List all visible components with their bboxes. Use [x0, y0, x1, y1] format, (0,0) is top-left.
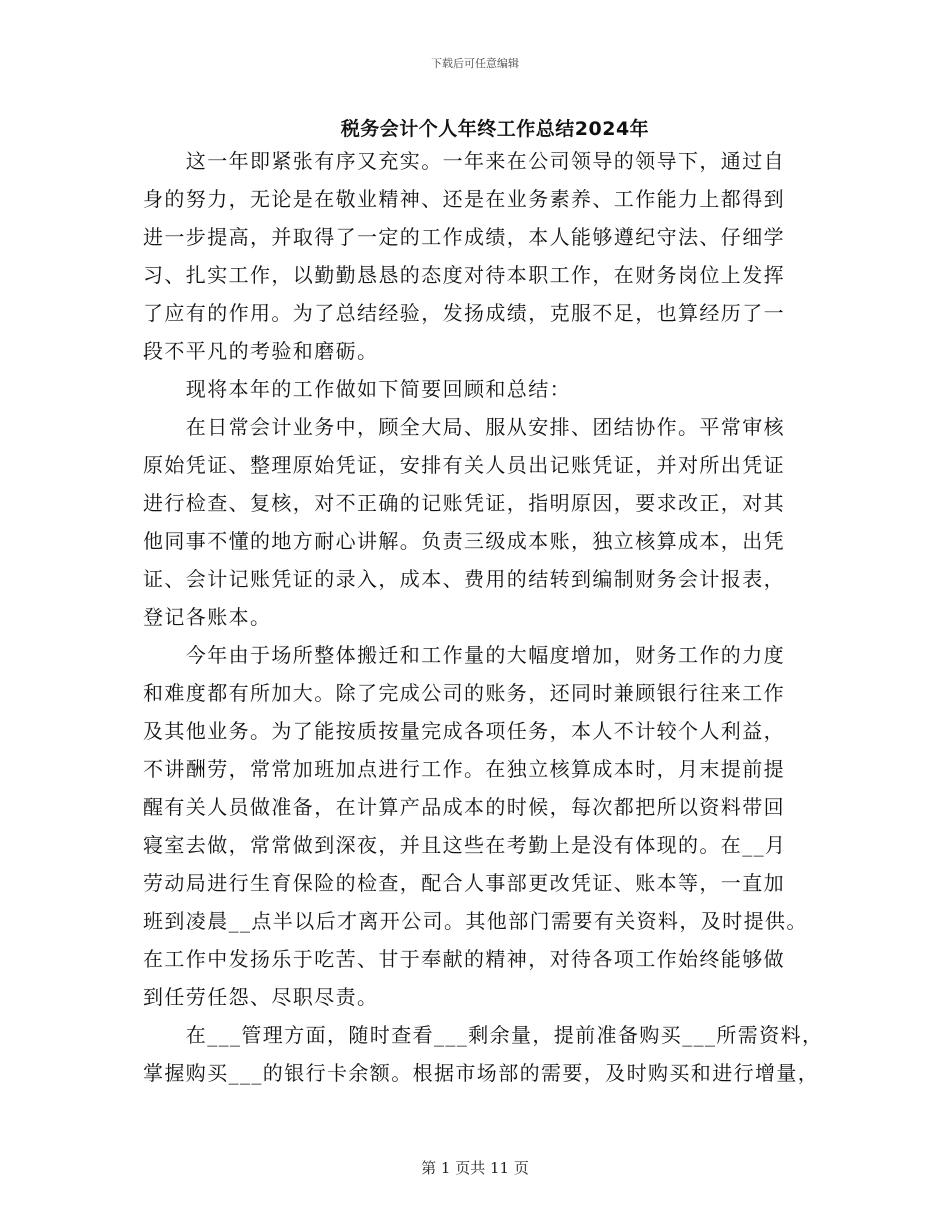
document-title: 税务会计个人年终工作总结2024年 — [340, 118, 650, 140]
body-line: 在___管理方面，随时查看___剩余量，提前准备购买___所需资料， — [143, 1023, 824, 1047]
body-line: 这一年即紧张有序又充实。一年来在公司领导的领导下，通过自 — [143, 149, 785, 173]
body-line: 进一步提高，并取得了一定的工作成绩，本人能够遵纪守法、仔细学 — [143, 225, 785, 249]
body-line: 醒有关人员做准备，在计算产品成本的时候，每次都把所以资料带回 — [143, 795, 785, 819]
body-line: 在日常会计业务中，顾全大局、服从安排、团结协作。平常审核 — [143, 415, 785, 439]
body-line: 不讲酬劳，常常加班加点进行工作。在独立核算成本时，月末提前提 — [143, 757, 785, 781]
body-line: 习、扎实工作，以勤勤恳恳的态度对待本职工作，在财务岗位上发挥 — [143, 263, 785, 287]
body-line: 证、会计记账凭证的录入，成本、费用的结转到编制财务会计报表， — [143, 567, 785, 591]
body-line: 掌握购买___的银行卡余额。根据市场部的需要，及时购买和进行增量， — [143, 1061, 820, 1085]
body-line: 及其他业务。为了能按质按量完成各项任务，本人不计较个人利益， — [143, 719, 785, 743]
body-line: 进行检查、复核，对不正确的记账凭证，指明原因，要求改正，对其 — [143, 491, 785, 515]
header-note: 下载后可任意编辑 — [431, 57, 519, 70]
body-line: 现将本年的工作做如下简要回顾和总结： — [143, 377, 571, 401]
body-line: 他同事不懂的地方耐心讲解。负责三级成本账，独立核算成本，出凭 — [143, 529, 785, 553]
body-line: 班到凌晨__点半以后才离开公司。其他部门需要有关资料，及时提供。 — [143, 909, 808, 933]
body-line: 段不平凡的考验和磨砺。 — [143, 339, 379, 363]
body-line: 身的努力，无论是在敬业精神、还是在业务素养、工作能力上都得到 — [143, 187, 785, 211]
body-line: 在工作中发扬乐于吃苦、甘于奉献的精神，对待各项工作始终能够做 — [143, 947, 785, 971]
body-line: 寝室去做，常常做到深夜，并且这些在考勤上是没有体现的。在__月 — [143, 833, 787, 857]
body-line: 登记各账本。 — [143, 605, 272, 629]
body-line: 今年由于场所整体搬迁和工作量的大幅度增加，财务工作的力度 — [143, 643, 785, 667]
body-line: 劳动局进行生育保险的检查，配合人事部更改凭证、账本等，一直加 — [143, 871, 785, 895]
body-line: 了应有的作用。为了总结经验，发扬成绩，克服不足，也算经历了一 — [143, 301, 785, 325]
body-line: 到任劳任怨、尽职尽责。 — [143, 985, 379, 1009]
page-number: 第 1 页共 11 页 — [421, 1159, 529, 1177]
body-line: 和难度都有所加大。除了完成公司的账务，还同时兼顾银行往来工作 — [143, 681, 785, 705]
body-line: 原始凭证、整理原始凭证，安排有关人员出记账凭证，并对所出凭证 — [143, 453, 785, 477]
